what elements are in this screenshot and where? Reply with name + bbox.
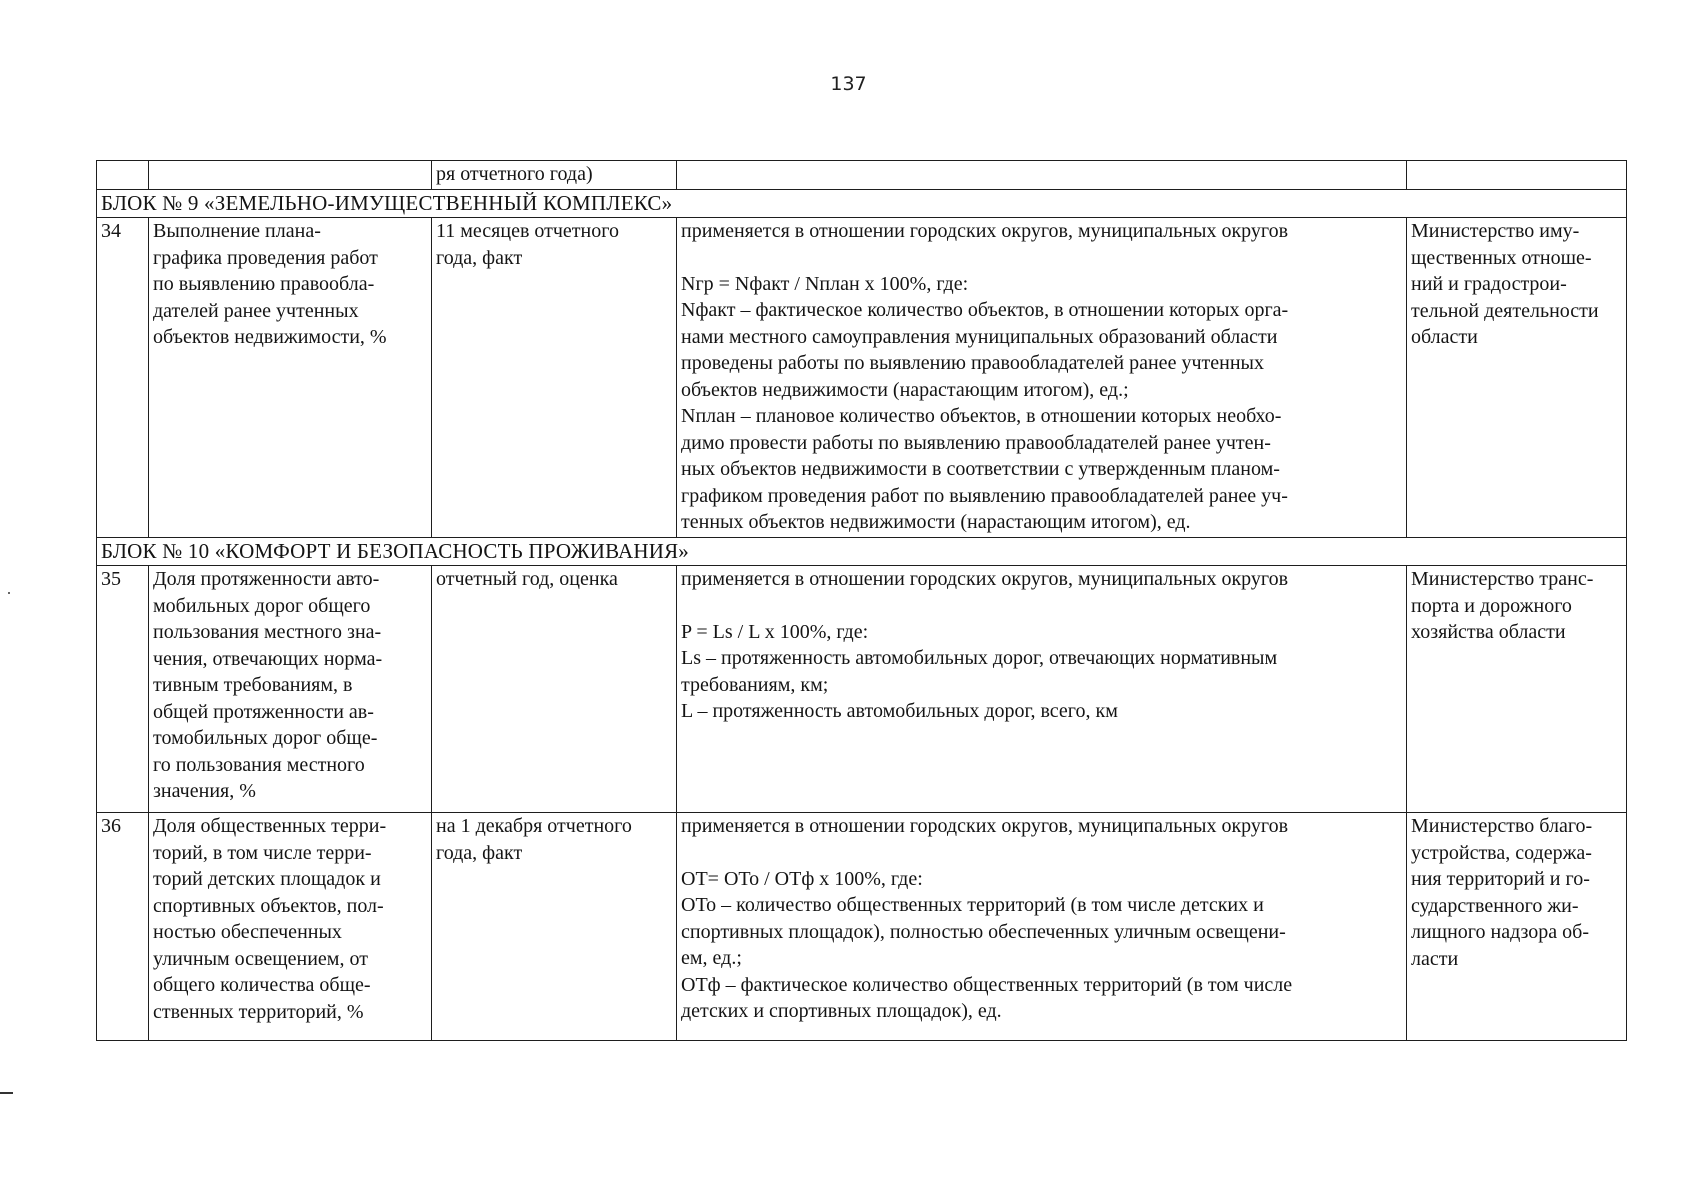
responsible-body-cell xyxy=(1407,813,1627,1041)
block-header-row xyxy=(97,537,1627,566)
indicator-name-line: чения, отвечающих норма- xyxy=(153,647,383,670)
indicators-table xyxy=(96,160,1627,1041)
definition-line: спортивных площадок), полностью обеспеченных уличным освещени- xyxy=(681,920,1286,943)
responsible-body-line: сударственного жи- xyxy=(1411,894,1579,917)
definition-line: нами местного самоуправления муниципальных образований области xyxy=(681,325,1278,348)
row-number: 36 xyxy=(97,813,149,1041)
indicator-name-cell xyxy=(149,218,432,538)
definition-line: Ls – протяженность автомобильных дорог, отвечающих нормативным xyxy=(681,647,1278,669)
number-cell xyxy=(97,161,149,190)
responsible-body-line: хозяйства области xyxy=(1411,621,1566,643)
block-title: БЛОК № 9 «ЗЕМЕЛЬНО-ИМУЩЕСТВЕННЫЙ КОМПЛЕКС» xyxy=(97,189,1627,218)
definition-line: тенных объектов недвижимости (нарастающим итогом), ед. xyxy=(681,511,1191,533)
responsible-body-line: тельной деятельности xyxy=(1411,299,1599,322)
formula-text: ОТ= ОТо / ОТф х 100%, где: xyxy=(681,867,923,890)
definition-line: ем, ед.; xyxy=(681,947,742,969)
indicator-row xyxy=(97,566,1627,813)
definition-line: L – протяженность автомобильных дорог, всего, км xyxy=(681,700,1118,722)
definition-line: объектов недвижимости (нарастающим итогом), ед.; xyxy=(681,378,1129,401)
formula-text: P = Ls / L х 100%, где: xyxy=(681,620,869,643)
scan-dot-mark xyxy=(8,592,10,594)
indicator-name-line: ственных территорий, % xyxy=(153,1000,364,1023)
indicator-name-line: го пользования местного xyxy=(153,753,365,776)
definition-line: детских и спортивных площадок), ед. xyxy=(681,1000,1002,1022)
definition-line: проведены работы по выявлению правообладателей ранее учтенных xyxy=(681,352,1264,374)
calculation-method-cell xyxy=(677,218,1407,538)
spacer xyxy=(681,593,1403,619)
indicator-name-line: Выполнение плана- xyxy=(153,220,321,242)
indicator-name-line: графика проведения работ xyxy=(153,246,378,269)
block-header-row xyxy=(97,189,1627,218)
definition-line: ОТо – количество общественных территорий (в том числе детских и xyxy=(681,894,1264,916)
indicator-name-line: пользования местного зна- xyxy=(153,621,382,643)
spacer xyxy=(681,245,1403,271)
indicator-name-line: общей протяженности ав- xyxy=(153,700,374,723)
indicator-name-line: общего количества обще- xyxy=(153,974,371,996)
responsible-body-line: устройства, содержа- xyxy=(1411,841,1592,864)
definition-line: ОТф – фактическое количество общественных территорий (в том числе xyxy=(681,973,1293,996)
definition-line: графиком проведения работ по выявлению правообладателей ранее уч- xyxy=(681,484,1288,507)
definition-line: димо провести работы по выявлению правообладателей ранее учтен- xyxy=(681,431,1271,454)
indicator-name-line: тивным требованиям, в xyxy=(153,674,353,696)
calculation-method-cell xyxy=(677,813,1407,1041)
calculation-method-cell xyxy=(677,566,1407,813)
indicator-name-line: ностью обеспеченных xyxy=(153,921,342,943)
responsible-body-line: порта и дорожного xyxy=(1411,594,1572,617)
indicator-name-line: спортивных объектов, пол- xyxy=(153,894,384,917)
responsible-body-line: ласти xyxy=(1411,947,1459,970)
period-cell xyxy=(432,813,677,1041)
indicator-row xyxy=(97,218,1627,538)
continuation-row xyxy=(97,161,1627,190)
indicator-name-line: торий детских площадок и xyxy=(153,868,381,890)
period-line: года, факт xyxy=(436,841,523,864)
indicator-name-line: торий, в том числе терри- xyxy=(153,841,372,864)
responsible-body-cell xyxy=(1407,566,1627,813)
indicator-row xyxy=(97,813,1627,1041)
indicator-name-line: мобильных дорог общего xyxy=(153,594,371,617)
indicator-name-line: уличным освещением, от xyxy=(153,947,368,970)
period-line: года, факт xyxy=(436,246,523,269)
responsible-body-line: щественных отноше- xyxy=(1411,246,1592,269)
responsible-body-line: лищного надзора об- xyxy=(1411,921,1589,943)
responsible-body-line: Министерство иму- xyxy=(1411,220,1580,242)
applies-to-text: применяется в отношении городских округов, муниципальных округов xyxy=(681,220,1289,242)
applies-to-text: применяется в отношении городских округов, муниципальных округов xyxy=(681,815,1289,837)
indicator-name-line: по выявлению правообла- xyxy=(153,273,375,295)
indicator-name-line: Доля общественных терри- xyxy=(153,815,387,837)
method-cell xyxy=(677,161,1407,190)
row-number: 34 xyxy=(97,218,149,538)
responsible-body-line: Министерство благо- xyxy=(1411,815,1593,837)
indicator-name-cell xyxy=(149,566,432,813)
block-title: БЛОК № 10 «КОМФОРТ И БЕЗОПАСНОСТЬ ПРОЖИВАНИЯ» xyxy=(97,537,1627,566)
definition-line: Nплан – плановое количество объектов, в отношении которых необхо- xyxy=(681,405,1282,427)
responsible-body-line: области xyxy=(1411,326,1478,348)
applies-to-text: применяется в отношении городских округов, муниципальных округов xyxy=(681,568,1289,590)
period-cell: ря отчетного года) xyxy=(432,161,677,190)
definition-line: требованиям, км; xyxy=(681,673,829,696)
responsible-cell xyxy=(1407,161,1627,190)
row-number: 35 xyxy=(97,566,149,813)
spacer xyxy=(681,840,1403,866)
page-number: 137 xyxy=(830,73,867,95)
period-line: отчетный год, оценка xyxy=(436,568,618,590)
indicator-name-line: значения, % xyxy=(153,780,256,802)
period-cell xyxy=(432,218,677,538)
period-cell xyxy=(432,566,677,813)
definition-line: Nфакт – фактическое количество объектов, в отношении которых орга- xyxy=(681,299,1289,321)
indicator-name-line: дателей ранее учтенных xyxy=(153,299,359,322)
responsible-body-line: Министерство транс- xyxy=(1411,568,1594,590)
indicator-cell xyxy=(149,161,432,190)
scan-edge-mark xyxy=(0,1092,13,1094)
indicator-name-cell xyxy=(149,813,432,1041)
responsible-body-line: ний и градострои- xyxy=(1411,273,1567,295)
period-line: 11 месяцев отчетного xyxy=(436,220,619,242)
indicator-name-line: объектов недвижимости, % xyxy=(153,326,387,348)
responsible-body-cell xyxy=(1407,218,1627,538)
period-line: на 1 декабря отчетного xyxy=(436,815,632,837)
formula-text: Nгр = Nфакт / Nплан х 100%, где: xyxy=(681,272,969,295)
indicator-name-line: томобильных дорог обще- xyxy=(153,727,378,749)
responsible-body-line: ния территорий и го- xyxy=(1411,868,1590,890)
definition-line: ных объектов недвижимости в соответствии с утвержденным планом- xyxy=(681,458,1280,480)
indicator-name-line: Доля протяженности авто- xyxy=(153,568,380,590)
